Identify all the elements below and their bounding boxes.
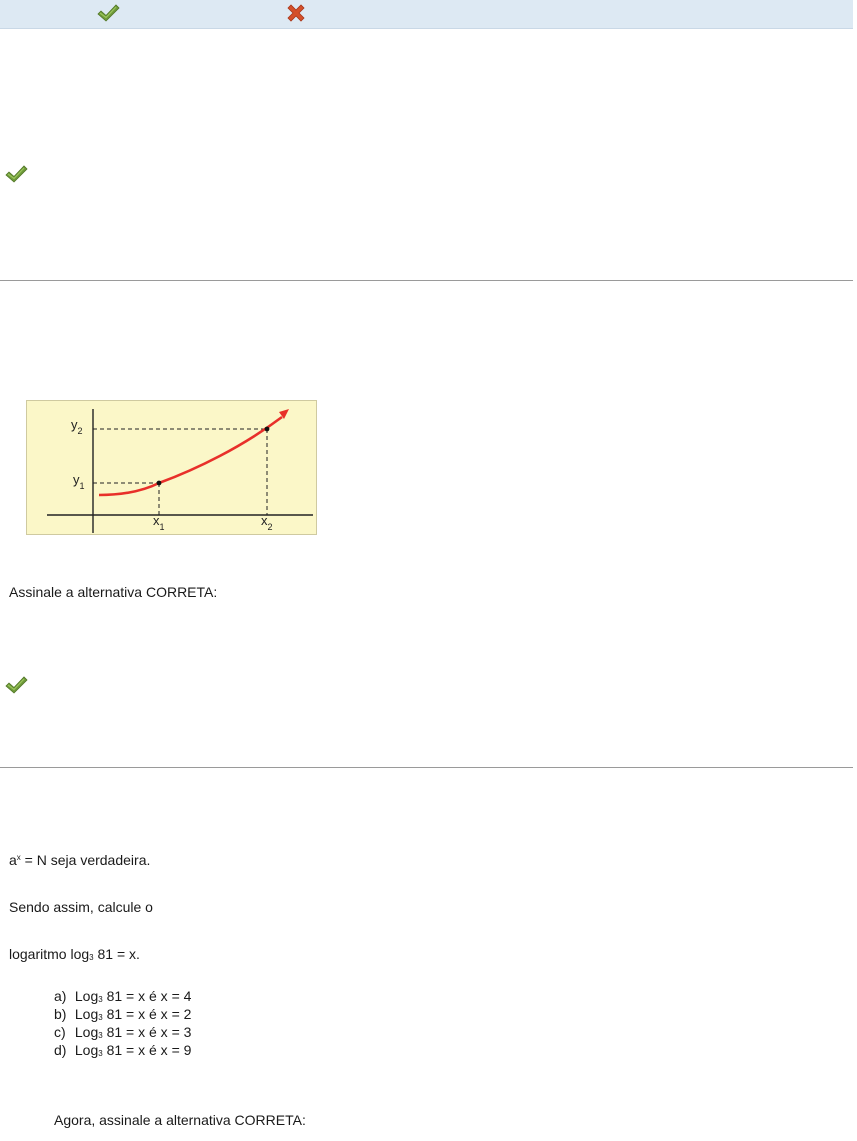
label-x1: $x_1$ xyxy=(153,513,165,532)
q3-prompt: Agora, assinale a alternativa CORRETA: xyxy=(54,1112,306,1128)
point-x2-y2 xyxy=(265,427,270,432)
label-x2: $x_2$ xyxy=(261,513,273,532)
q3-option-d: d) Log$_3$ 81 = x é x = 9 xyxy=(54,1042,192,1058)
q3-option-c: c) Log$_3$ 81 = x é x = 3 xyxy=(54,1024,192,1040)
cross-icon xyxy=(285,3,307,23)
q3-statement-line3: logaritmo $\log_3 81 = x$. xyxy=(9,946,140,962)
q1-check-icon xyxy=(4,164,28,184)
legend-bar xyxy=(0,0,853,29)
q2-check-icon xyxy=(4,675,28,695)
check-icon xyxy=(96,3,120,23)
q3-option-b: b) Log$_3$ 81 = x é x = 2 xyxy=(54,1006,192,1022)
question-divider xyxy=(0,280,853,281)
q2-prompt: Assinale a alternativa CORRETA: xyxy=(9,584,218,600)
label-y2: $y_2$ xyxy=(71,417,83,436)
label-y1: $y_1$ xyxy=(73,472,85,491)
q3-statement-line1: $a^x = N$ seja verdadeira. xyxy=(9,852,151,868)
q3-option-a: a) Log$_3$ 81 = x é x = 4 xyxy=(54,988,192,1004)
function-graph xyxy=(26,400,317,535)
q3-option-list xyxy=(54,987,191,1059)
point-x1-y1 xyxy=(157,481,162,486)
question-divider xyxy=(0,767,853,768)
q3-statement-line2: Sendo assim, calcule o xyxy=(9,899,153,915)
